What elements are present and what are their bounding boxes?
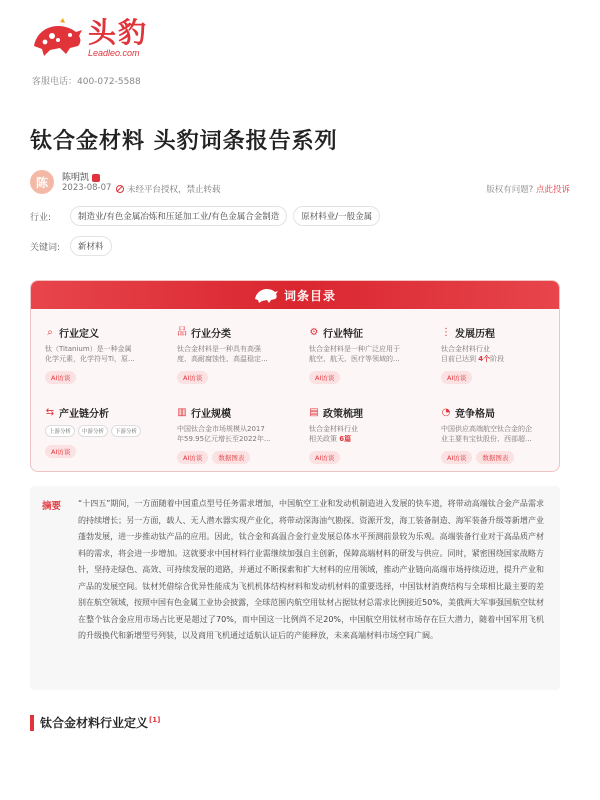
search-doc-icon: ⌕ xyxy=(47,326,53,338)
toc-desc-text: 相关政策 xyxy=(309,435,340,444)
table-of-contents xyxy=(30,280,560,472)
summary-box xyxy=(30,486,560,690)
page-title: 钛合金材料 头豹词条报告系列 xyxy=(30,129,338,154)
pie-icon: ◔ xyxy=(441,406,451,418)
toc-item-scale[interactable] xyxy=(177,405,297,464)
no-repost-notice xyxy=(116,183,221,195)
author-row xyxy=(30,170,570,200)
toc-item-definition[interactable] xyxy=(45,325,165,384)
policy-icon: ▤ xyxy=(309,406,319,418)
toc-item-desc xyxy=(177,424,297,445)
hierarchy-icon: 品 xyxy=(177,326,187,338)
toc-desc-line: 年59.95亿元增长至2022年... xyxy=(177,435,271,444)
report-link[interactable]: 点此投诉 xyxy=(535,185,570,195)
ai-interview-chip[interactable]: AI访谈 xyxy=(441,451,472,464)
industry-row xyxy=(30,206,380,226)
bar-chart-icon: ▥ xyxy=(177,406,187,418)
toc-item-title: 行业分类 xyxy=(191,329,231,340)
toc-item-desc xyxy=(177,344,297,365)
industry-label: 行业: xyxy=(30,212,52,223)
citation-link[interactable]: [1] xyxy=(149,716,161,724)
toc-item-title: 行业特征 xyxy=(323,329,363,340)
logo-english: Leadleo.com xyxy=(88,47,140,58)
section-title xyxy=(40,714,160,731)
toc-item-title: 政策梳理 xyxy=(323,409,363,420)
toc-desc-line: 航空、航天、医疗等领域的... xyxy=(309,355,400,364)
toc-item-desc xyxy=(309,424,429,445)
toc-desc-line: 钛合金材料行业 xyxy=(309,425,358,433)
page-header xyxy=(30,15,570,88)
summary-label: 摘要 xyxy=(42,501,62,512)
keywords-row xyxy=(30,236,112,256)
toc-item-title: 竞争格局 xyxy=(455,409,495,420)
toc-item-competition[interactable] xyxy=(441,405,560,464)
toc-desc-line: 中国钛合金市场规模从2017 xyxy=(177,425,265,433)
toc-item-features[interactable] xyxy=(309,325,429,384)
toc-desc-text: 目前已达到 xyxy=(441,355,479,364)
toc-item-title: 发展历程 xyxy=(455,329,495,340)
toc-desc-line: 钛合金材料是一种广泛应用于 xyxy=(309,345,400,353)
toc-desc-text: 阶段 xyxy=(490,355,505,364)
prohibited-icon xyxy=(116,185,124,193)
toc-item-title: 行业定义 xyxy=(59,329,99,340)
ai-interview-chip[interactable]: AI访谈 xyxy=(309,371,340,384)
toc-item-classification[interactable] xyxy=(177,325,297,384)
toc-item-title: 产业链分析 xyxy=(59,409,109,420)
toc-desc-line: 度、高耐腐蚀性、高温稳定... xyxy=(177,355,268,364)
ai-interview-chip[interactable]: AI访谈 xyxy=(441,371,472,384)
industry-tag[interactable]: 原材料业/一般金属 xyxy=(293,206,380,226)
leadleo-logo[interactable] xyxy=(30,15,570,58)
toc-desc-line: 业主要有宝钛股份、西部超... xyxy=(441,435,532,444)
no-repost-text: 未经平台授权，禁止转载 xyxy=(127,185,221,195)
data-chart-chip[interactable]: 数据图表 xyxy=(476,451,514,464)
publish-date: 2023-08-07 xyxy=(62,183,112,193)
toc-item-chain[interactable] xyxy=(45,405,165,458)
toc-item-title: 行业规模 xyxy=(191,409,231,420)
toc-desc-line: 钛合金材料行业 xyxy=(441,345,490,353)
chip-icon: ⚙ xyxy=(309,326,319,338)
toc-desc-highlight: 4个 xyxy=(478,355,491,364)
toc-item-history[interactable] xyxy=(441,325,560,384)
section-accent-bar xyxy=(30,715,34,731)
toc-item-policy[interactable] xyxy=(309,405,429,464)
logo-chinese: 头豹 xyxy=(88,15,149,49)
toc-item-desc xyxy=(441,424,560,445)
toc-desc-line: 中国供应高端航空钛合金的企 xyxy=(441,425,532,433)
keyword-tag[interactable]: 新材料 xyxy=(70,236,112,256)
leopard-logo-icon xyxy=(30,18,84,58)
toc-item-desc xyxy=(309,344,429,365)
ai-interview-chip[interactable]: AI访谈 xyxy=(45,445,76,458)
author-badge-icon xyxy=(92,174,100,182)
toc-item-desc xyxy=(441,344,560,365)
ai-interview-chip[interactable]: AI访谈 xyxy=(177,371,208,384)
toc-desc-line: 化学元素，化学符号Ti，原... xyxy=(45,355,135,364)
avatar[interactable]: 陈 xyxy=(30,170,54,194)
chain-icon: ⇆ xyxy=(45,406,55,418)
toc-header xyxy=(31,281,559,309)
summary-text: “十四五”期间，一方面随着中国重点型号任务需求增加，中国航空工业和发动机制造进入发展的快车道，将带动高端钛合金产品需求的持续增长；另一方面，载人、无人潜水器实现产业化，将带动深海油气勘探、资源开发，海工装备制造、海军装备升级等新增产业蓬勃发展，进一步推动钛产品的应用。因此，钛合金和高温合金行业发展总体水平预测前景较为乐观。高端装备行业对于高品质产材料的需求，将会进一步增加。这就要求中国材料行业需继续加强自主创新，保障高端材料的研发与供应。同时，紧密围绕国家战略方针，坚持走绿色、高效、可持续发展的道路，并通过不断探索和扩大材料的应用领域，推动产业链向高端市场持续迈进，提升产业和产品的发展空间。钛材凭借综合优异性能成为飞机机体结构材料和发动机材料的重要选择，中国钛材消费结构与全球相比最主要的差别在航空领域，按照中国有色金属工业协会披露，全球范围内航空用钛材占据钛材总需求比例接近50%，美俄两大军事强国航空钛材在整个钛合金应用市场占比更是超过了70%，而中国这一比例尚不足20%，中国航空用钛材市场存在巨大潜力，随着中国军用飞机的升级换代和新增型号列装，以及商用飞机通过适航认证后的产能释放，未来高端材料市场空间广阔。 xyxy=(78,499,544,640)
author-name[interactable]: 陈明凯 xyxy=(62,173,90,183)
section-heading xyxy=(30,714,160,731)
service-phone: 客服电话：400-072-5588 xyxy=(32,77,141,87)
industry-tag[interactable]: 制造业/有色金属冶炼和压延加工业/有色金属合金制造 xyxy=(70,206,287,226)
section-title-text: 钛合金材料行业定义 xyxy=(40,716,149,730)
rights-question: 版权有问题? xyxy=(486,185,534,195)
keywords-label: 关键词: xyxy=(30,242,61,253)
toc-desc-line: 钛合金材料是一种具有高强 xyxy=(177,345,261,353)
midstream-chip[interactable]: 中游分析 xyxy=(78,425,108,437)
toc-title: 词条目录 xyxy=(283,288,336,303)
data-chart-chip[interactable]: 数据图表 xyxy=(212,451,250,464)
toc-desc-highlight: 6篇 xyxy=(339,435,352,444)
rights-notice xyxy=(486,183,570,195)
downstream-chip[interactable]: 下游分析 xyxy=(111,425,141,437)
upstream-chip[interactable]: 上游分析 xyxy=(45,425,75,437)
leopard-icon xyxy=(254,286,278,304)
toc-desc-line: 钛（Titanium）是一种金属 xyxy=(45,345,132,353)
timeline-icon: ⋮ xyxy=(441,326,451,338)
ai-interview-chip[interactable]: AI访谈 xyxy=(309,451,340,464)
toc-grid xyxy=(31,309,559,472)
ai-interview-chip[interactable]: AI访谈 xyxy=(45,371,76,384)
ai-interview-chip[interactable]: AI访谈 xyxy=(177,451,208,464)
toc-item-desc xyxy=(45,344,165,365)
